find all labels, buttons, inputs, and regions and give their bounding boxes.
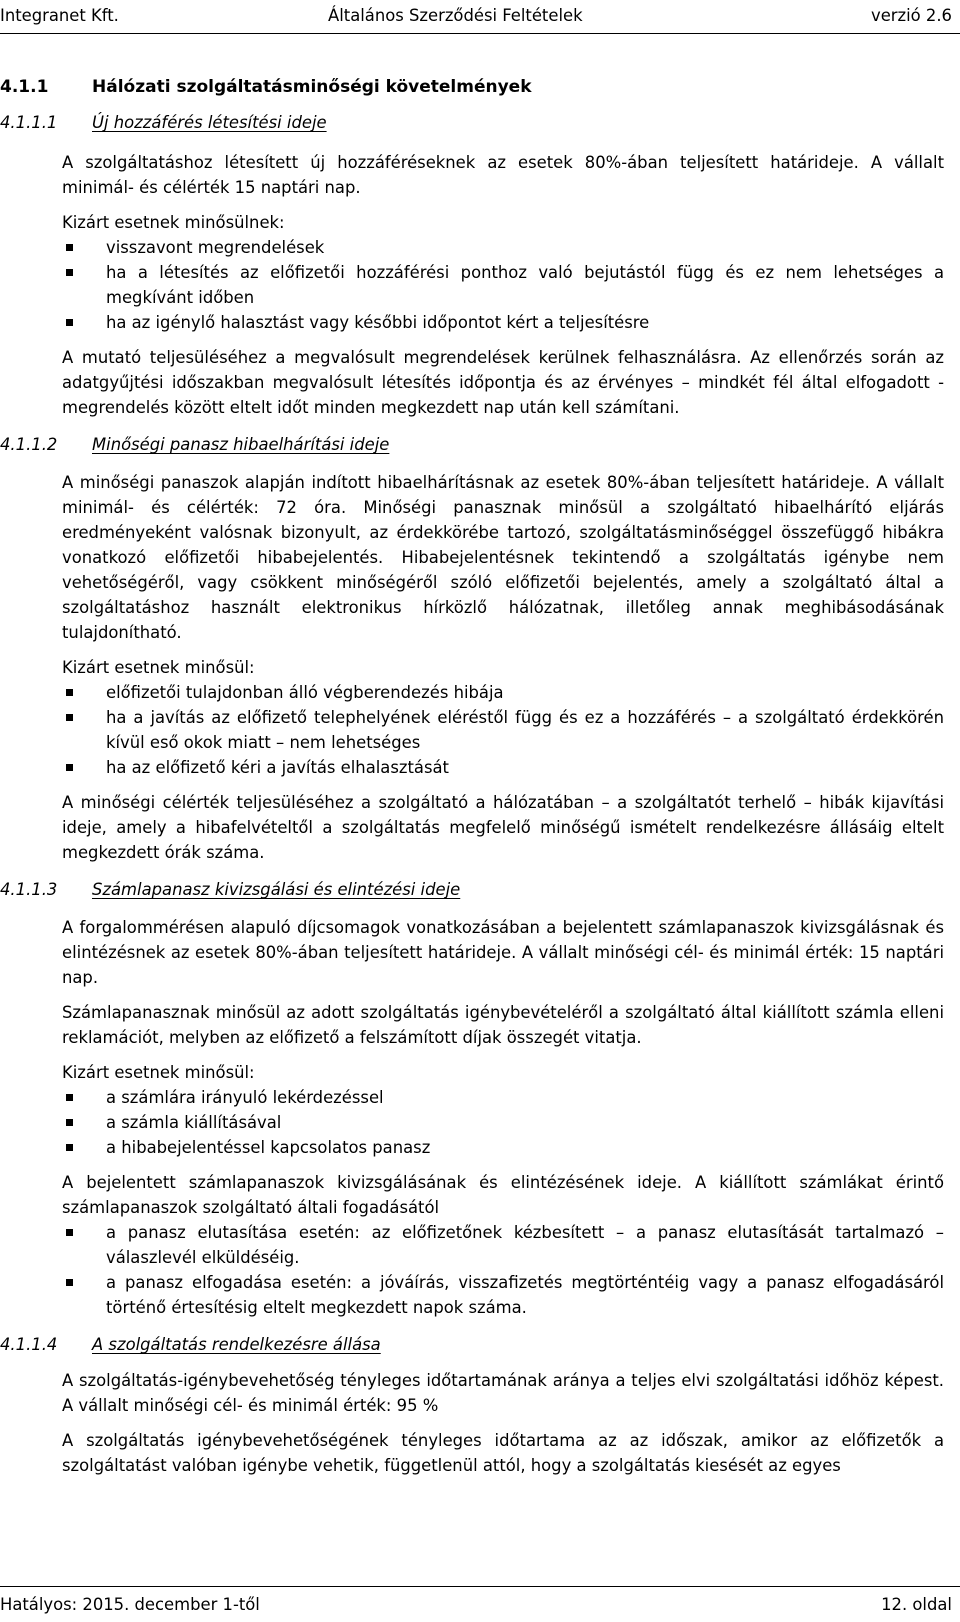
paragraph: A minőségi panaszok alapján indított hibaelhárításnak az esetek 80%-ában teljesített határideje. A vállalt minimál- és célérték: 72 óra. Minőségi panasznak minősül a szolgáltató hibaelhárító eljárás eredményeként valósnak bizonyult, az érdekkörébe tartozó, szolgáltatásminőséggel összefüggő hibákra vonatkozó előfizetői hibabejelentés. Hibabejelentésnek tekintendő a szolgáltatás igénybe nem vehetőségéről, vagy csökkent minőségéről szóló előfizetői bejelentés, amely a szolgáltató által a szolgáltatáshoz használt elektronikus hírközlő hálózatnak, illetőleg annak meghibásodásának tulajdonítható. xyxy=(62,473,944,642)
list-item: visszavont megrendelések xyxy=(62,235,944,260)
paragraph: A szolgáltatás igénybevehetőségének tényleges időtartama az az időszak, amikor az előfizetők a szolgáltatást valóban igénybe vehetik, függetlenül attól, hogy a szolgáltatás kiesését az egyes xyxy=(62,1431,944,1475)
footer-effective-date: Hatályos: 2015. december 1-től xyxy=(0,1595,260,1614)
bullet-list xyxy=(62,1220,944,1320)
paragraph: Kizárt esetnek minősül: xyxy=(62,1063,255,1082)
list-item: ha az igénylő halasztást vagy későbbi időpontot kért a teljesítésre xyxy=(62,310,944,335)
list-item: a panasz elfogadása esetén: a jóváírás, visszafizetés megtörténtéig vagy a panasz elfogadásáról történő értesítésig eltelt megkezdett napok száma. xyxy=(62,1270,944,1320)
subsection-title: Új hozzáférés létesítési ideje xyxy=(92,113,327,132)
list-item: a számlára irányuló lekérdezéssel xyxy=(62,1085,944,1110)
footer-page-number: 12. oldal xyxy=(881,1595,952,1614)
subsection-number: 4.1.1.3 xyxy=(0,880,58,899)
header-version: verzió 2.6 xyxy=(871,6,952,25)
paragraph: A minőségi célérték teljesüléséhez a szolgáltató a hálózatában – a szolgáltatót terhelő – hibák kijavítási ideje, amely a hibafelvételtől a szolgáltatás megfelelő minőségű ismételt rendelkezésre állásáig eltelt megkezdett órák száma. xyxy=(62,793,944,862)
list-item: ha az előfizető kéri a javítás elhalasztását xyxy=(62,755,944,780)
list-item: ha a javítás az előfizető telephelyének eléréstől függ és ez a hozzáférés – a szolgáltató érdekkörén kívül eső okok miatt – nem lehetséges xyxy=(62,705,944,755)
subsection-heading-4 xyxy=(0,1330,944,1360)
section-number: 4.1.1 xyxy=(0,77,49,97)
subsection-title: Számlapanasz kivizsgálási és elintézési ideje xyxy=(92,880,461,899)
list-item: ha a létesítés az előfizetői hozzáférési ponthoz való bejutástól függ és ez nem lehetséges a megkívánt időben xyxy=(62,260,944,310)
subsection-number: 4.1.1.1 xyxy=(0,113,58,132)
paragraph: A forgalommérésen alapuló díjcsomagok vonatkozásában a bejelentett számlapanaszok kivizsgálásnak és elintézésnek az esetek 80%-ában teljesített határideje. A vállalt minőségi cél- és minimál érték: 15 naptári nap. xyxy=(62,918,944,987)
bullet-list xyxy=(62,235,944,335)
subsection-title: A szolgáltatás rendelkezésre állása xyxy=(92,1335,381,1354)
subsection-title: Minőségi panasz hibaelhárítási ideje xyxy=(92,435,390,454)
header-doc-title: Általános Szerződési Feltételek xyxy=(328,6,583,25)
section-title: Hálózati szolgáltatásminőségi követelmények xyxy=(92,77,532,97)
section-heading xyxy=(0,72,944,102)
bullet-list xyxy=(62,680,944,780)
bullet-list xyxy=(62,1085,944,1160)
paragraph: A szolgáltatáshoz létesített új hozzáféréseknek az esetek 80%-ában teljesített határideje. A vállalt minimál- és célérték 15 naptári nap. xyxy=(62,153,944,197)
subsection-heading-2 xyxy=(0,430,944,460)
subsection-heading-1 xyxy=(0,108,944,138)
subsection-number: 4.1.1.4 xyxy=(0,1335,58,1354)
paragraph: A bejelentett számlapanaszok kivizsgálásának és elintézésének ideje. A kiállított számlákat érintő számlapanaszok szolgáltató általi fogadásától xyxy=(62,1173,944,1217)
page-header xyxy=(0,0,960,34)
header-company: Integranet Kft. xyxy=(0,6,119,25)
list-item: a hibabejelentéssel kapcsolatos panasz xyxy=(62,1135,944,1160)
list-item: előfizetői tulajdonban álló végberendezés hibája xyxy=(62,680,944,705)
subsection-number: 4.1.1.2 xyxy=(0,435,58,454)
paragraph: Kizárt esetnek minősülnek: xyxy=(62,213,285,232)
paragraph: A mutató teljesüléséhez a megvalósult megrendelések kerülnek felhasználásra. Az ellenőrzés során az adatgyűjtési időszakban megvalósult létesítés időpontja és az érvényes – mindkét fél által elfogadott - megrendelés között eltelt időt minden megkezdett nap után kell számítani. xyxy=(62,348,944,417)
page-body xyxy=(0,72,944,1488)
list-item: a panasz elutasítása esetén: az előfizetőnek kézbesített – a panasz elutasítását tartalmazó – válaszlevél elküldéséig. xyxy=(62,1220,944,1270)
paragraph: A szolgáltatás-igénybevehetőség tényleges időtartamának aránya a teljes elvi szolgáltatási időhöz képest. A vállalt minőségi cél- és minimál érték: 95 % xyxy=(62,1371,944,1415)
paragraph: Kizárt esetnek minősül: xyxy=(62,658,255,677)
paragraph: Számlapanasznak minősül az adott szolgáltatás igénybevételéről a szolgáltató által kiállított számla elleni reklamációt, melyben az előfizető a felszámított díjak összegét vitatja. xyxy=(62,1003,944,1047)
subsection-heading-3 xyxy=(0,875,944,905)
list-item: a számla kiállításával xyxy=(62,1110,944,1135)
page-footer xyxy=(0,1586,960,1622)
